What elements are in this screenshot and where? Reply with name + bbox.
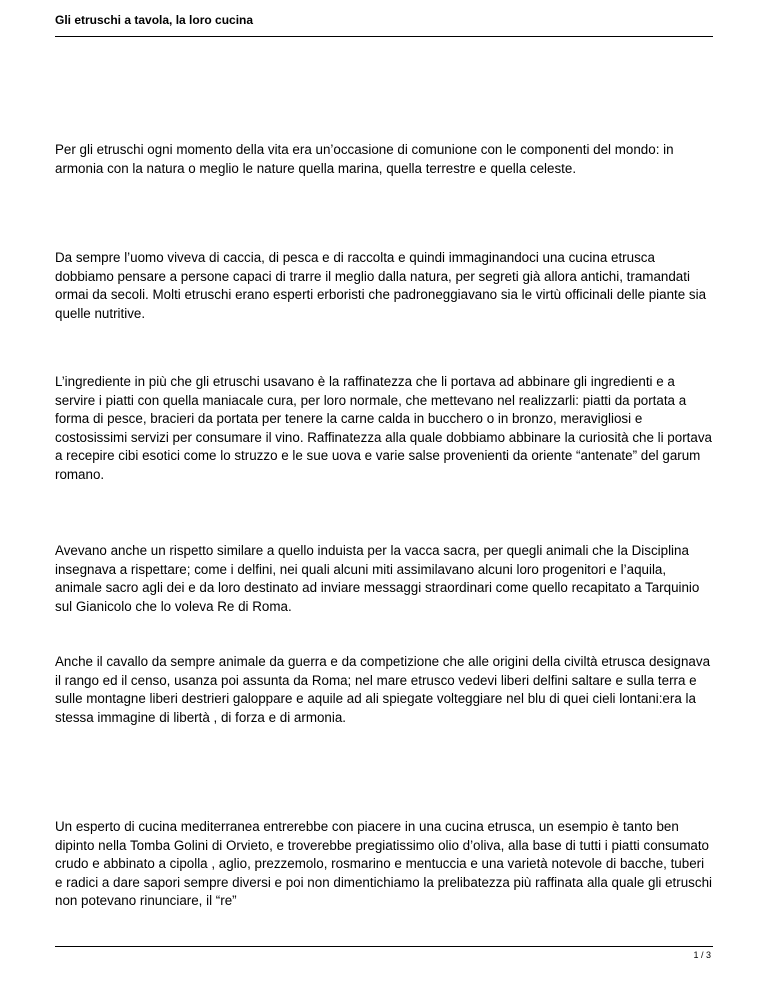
body-paragraph: L’ingrediente in più che gli etruschi usavano è la raffinatezza che li portava ad abbinare gli ingredienti e a servire i piatti con quella maniacale cura, per loro normale, che mettevano nel realizzarli: piatti da portata a forma di pesce, bracieri da portata per tenere la carne calda in bucchero o in bronzo, meravigliosi e costosissimi servizi per consumare il vino. Raffinatezza alla quale dobbiamo abbinare la curiosità che li portava a recepire cibi esotici come lo struzzo e le sue uova e varie salse provenienti da oriente “antenate” del garum romano. (55, 374, 712, 482)
page-footer (55, 946, 713, 960)
page-title: Gli etruschi a tavola, la loro cucina (55, 13, 254, 27)
page-number: 1 / 3 (693, 950, 711, 960)
body-paragraph: Per gli etruschi ogni momento della vita era un’occasione di comunione con le componenti del mondo: in armonia con la natura o meglio le nature quella marina, quella terrestre e quella celeste. (55, 142, 674, 176)
body-paragraph: Anche il cavallo da sempre animale da guerra e da competizione che alle origini della civiltà etrusca designava il rango ed il censo, usanza poi assunta da Roma; nel mare etrusco vedevi liberi delfini saltare e sulla terra e sulle montagne liberi destrieri galoppare e aquile ad ali spiegate volteggiare nel blu di quei cieli lontani:era la stessa immagine di libertà , di forza e di armonia. (55, 654, 711, 725)
body-paragraph: Avevano anche un rispetto similare a quello induista per la vacca sacra, per quegli animali che la Disciplina insegnava a rispettare; come i delfini, nei quali alcuni miti assimilavano alcuni loro progenitori e l’aquila, animale sacro agli dei e da loro destinato ad inviare messaggi straordinari come quello recapitato a Tarquinio sul Gianicolo che lo voleva Re di Roma. (55, 543, 700, 614)
body-paragraph: Da sempre l’uomo viveva di caccia, di pesca e di raccolta e quindi immaginandoci una cucina etrusca dobbiamo pensare a persone capaci di trarre il meglio dalla natura, per segreti già allora antichi, tramandati ormai da secoli. Molti etruschi erano esperti erboristi che padroneggiavano sia le virtù officinali delle piante sia quelle nutritive. (55, 250, 707, 321)
body-paragraph: Un esperto di cucina mediterranea entrerebbe con piacere in una cucina etrusca, un esempio è tanto ben dipinto nella Tomba Golini di Orvieto, e troverebbe pregiatissimo olio d’oliva, alla base di tutti i piatti consumato crudo e abbinato a cipolla , aglio, prezzemolo, rosmarino e mentuccia e una varietà notevole di bacche, tuberi e radici a dare sapori sempre diversi e poi non dimentichiamo la prelibatezza più raffinata alla quale gli etruschi non potevano rinunciare, il “re” (55, 819, 712, 909)
page-header (55, 10, 713, 37)
